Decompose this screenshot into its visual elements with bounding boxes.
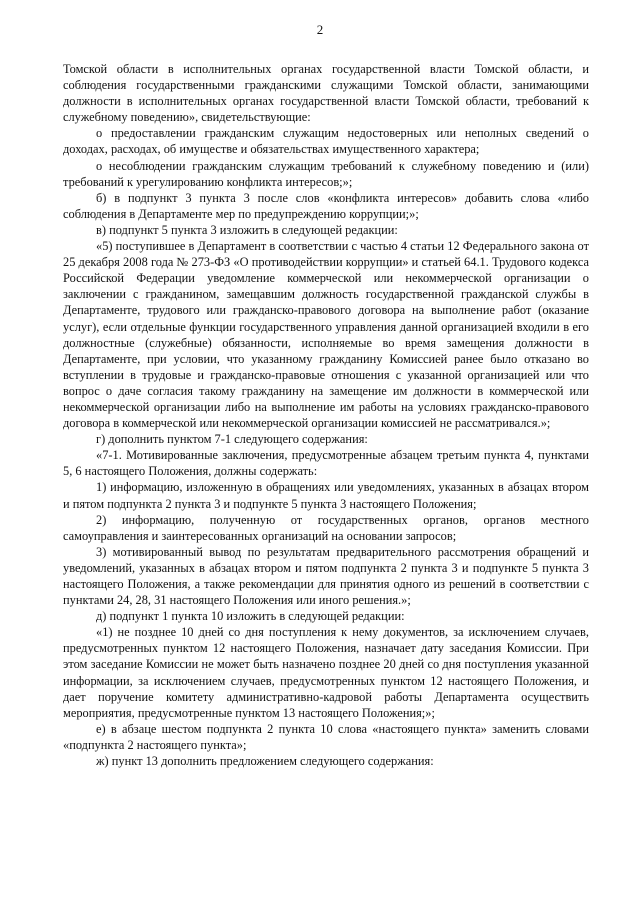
paragraph: б) в подпункт 3 пункта 3 после слов «конфликта интересов» добавить слова «либо соблюдения в Департаменте мер по предупреждению коррупции;»;	[63, 190, 589, 221]
document-body	[63, 61, 589, 769]
paragraph: «7-1. Мотивированные заключения, предусмотренные абзацем третьим пункта 4, пунктами 5, 6 настоящего Положения, должны содержать:	[63, 448, 589, 479]
paragraph: «5) поступившее в Департамент в соответствии с частью 4 статьи 12 Федерального закона от 25 декабря 2008 года № 273-ФЗ «О противодействии коррупции» и статьей 64.1. Трудового кодекса Российской Федерации уведомление коммерческой или некоммерческой организации о заключении с гражданином, замещавшим должность государственной гражданской службы в Департаменте, трудового или гражданско-правового договора на выполнение работ (оказание услуг), если отдельные функции государственного управления данной организацией входили в его должностные (служебные) обязанности, исполняемые во время замещения должности в Департаменте, при условии, что указанному гражданину Комиссией ранее было отказано во вступлении в трудовые и гражданско-правовые отношения с указанной организацией или что вопрос о даче согласия такому гражданину на замещение им должности в коммерческой или некоммерческой организации либо на выполнение им работы на условиях гражданско-правового договора в коммерческой или некоммерческой организации комиссией не рассматривался.»;	[63, 239, 589, 431]
paragraph: 2) информацию, полученную от государственных органов, органов местного самоуправления и заинтересованных организаций на основании запросов;	[63, 512, 589, 543]
paragraph: д) подпункт 1 пункта 10 изложить в следующей редакции:	[96, 609, 405, 624]
paragraph: о несоблюдении гражданским служащим требований к служебному поведению и (или) требований к урегулированию конфликта интересов;»;	[63, 158, 589, 189]
paragraph: ж) пункт 13 дополнить предложением следующего содержания:	[96, 754, 434, 769]
paragraph: 3) мотивированный вывод по результатам предварительного рассмотрения обращений и уведомлений, указанных в абзацах втором и пятом подпункта 2 пункта 3 и подпункте 5 пункта 3 настоящего Положения, а также рекомендации для принятия одного из решений в соответствии с пунктами 24, 28, 31 настоящего Положения или иного решения.»;	[63, 544, 589, 608]
paragraph: Томской области в исполнительных органах государственной власти Томской области, и соблюдения государственными гражданскими служащими Томской области, занимающими должности в исполнительных органах государственной власти Томской области, требований к служебному поведению», свидетельствующие:	[63, 62, 589, 125]
paragraph: в) подпункт 5 пункта 3 изложить в следующей редакции:	[96, 222, 398, 237]
paragraph: г) дополнить пунктом 7-1 следующего содержания:	[96, 432, 368, 447]
paragraph: е) в абзаце шестом подпункта 2 пункта 10 слова «настоящего пункта» заменить словами «подпункта 2 настоящего пункта»;	[63, 721, 589, 752]
paragraph: 1) информацию, изложенную в обращениях или уведомлениях, указанных в абзацах втором и пятом подпункта 2 пункта 3 и подпункте 5 пункта 3 настоящего Положения;	[63, 480, 589, 511]
paragraph: «1) не позднее 10 дней со дня поступления к нему документов, за исключением случаев, предусмотренных пунктом 12 настоящего Положения, назначает дату заседания Комиссии. При этом заседание Комиссии не может быть назначено позднее 20 дней со дня поступления указанной информации, за исключением случаев, предусмотренных пунктом 12 настоящего Положения, и дает поручение комитету административно-кадровой работы Департамента осуществить мероприятия, предусмотренные пунктом 13 настоящего Положения;»;	[63, 625, 589, 720]
page-number: 2	[316, 22, 324, 37]
paragraph: о предоставлении гражданским служащим недостоверных или неполных сведений о доходах, расходах, об имуществе и обязательствах имущественного характера;	[63, 126, 589, 157]
